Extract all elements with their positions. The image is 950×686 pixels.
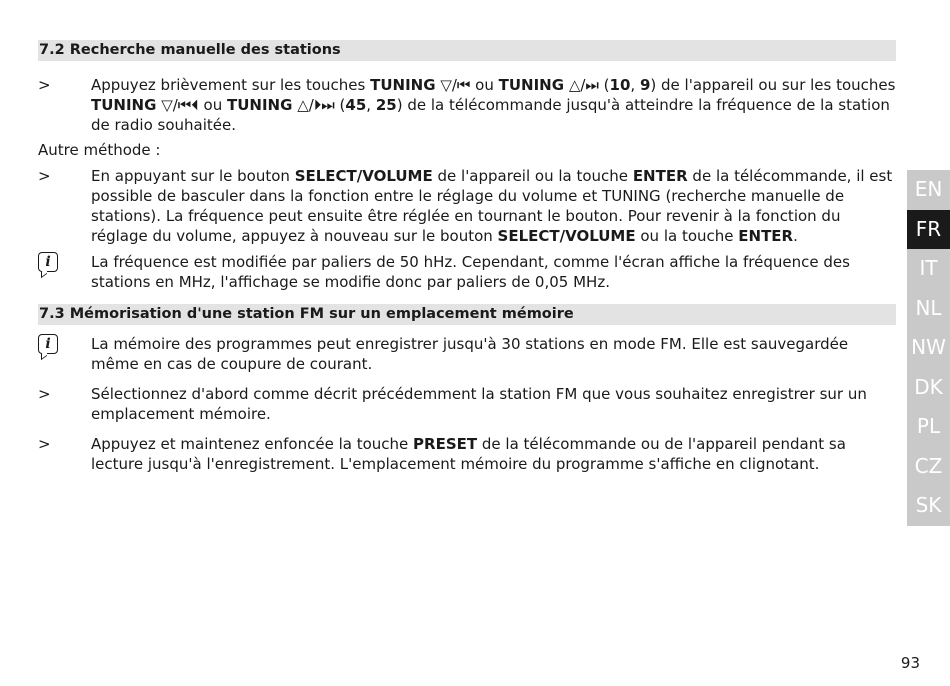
key-name: ENTER	[738, 227, 794, 245]
language-tab-cz[interactable]: CZ	[914, 453, 943, 478]
key-number: 10	[609, 76, 631, 94]
text-segment: △/⏵⏭ (	[292, 96, 346, 114]
bullet-marker: >	[38, 385, 51, 403]
text-segment: ▽/⏮⏴ ou	[156, 96, 227, 114]
key-name: SELECT/VOLUME	[294, 167, 433, 185]
alternative-method-label: Autre méthode :	[38, 141, 161, 159]
bullet-marker: >	[38, 435, 51, 453]
key-name: TUNING	[370, 76, 436, 94]
language-tab-nw[interactable]: NW	[911, 335, 946, 359]
key-name: SELECT/VOLUME	[497, 227, 636, 245]
key-number: 25	[375, 96, 397, 114]
text-segment: Appuyez et maintenez enfoncée la touche	[91, 435, 414, 453]
language-tab-it[interactable]: IT	[919, 256, 938, 280]
text-segment: ) de la télécommande jusqu'à atteindre la fréquence de la station de radio souhaitée.	[91, 96, 890, 134]
text-segment: ,	[630, 76, 640, 94]
key-name: TUNING	[498, 76, 565, 94]
key-name: ENTER	[632, 167, 688, 185]
text-segment: .	[793, 227, 798, 245]
language-tab-en[interactable]: EN	[914, 177, 943, 201]
key-number: 45	[345, 96, 367, 114]
bullet-marker: >	[38, 167, 51, 185]
key-number: 9	[639, 76, 651, 94]
section-heading-7-2: 7.2 Recherche manuelle des stations	[38, 40, 896, 61]
text-segment: ou la touche	[635, 227, 739, 245]
instruction-select-station	[38, 384, 896, 424]
text-segment: Sélectionnez d'abord comme décrit précédemment la station FM que vous souhaitez enregistrer sur un emplacement mémoire.	[91, 385, 867, 423]
text-segment: de l'appareil ou la touche	[432, 167, 633, 185]
key-name: TUNING	[227, 96, 293, 114]
page-number: 93	[900, 654, 920, 672]
section-heading-7-3: 7.3 Mémorisation d'une station FM sur un emplacement mémoire	[38, 304, 896, 325]
language-sidebar	[907, 170, 950, 526]
text-segment: ▽/⏮ ou	[435, 76, 499, 94]
key-name: PRESET	[413, 435, 478, 453]
bullet-marker: >	[38, 76, 51, 94]
info-note-frequency	[38, 252, 896, 292]
instruction-select-volume	[38, 166, 896, 246]
info-text: La fréquence est modifiée par paliers de 50 hHz. Cependant, comme l'écran affiche la fréquence des stations en MHz, l'affichage se modifie donc par paliers de 0,05 MHz.	[91, 253, 850, 291]
language-tab-sk[interactable]: SK	[915, 493, 942, 517]
instruction-preset	[38, 434, 896, 474]
key-name: TUNING	[91, 96, 157, 114]
info-icon: i	[38, 252, 58, 272]
text-segment: En appuyant sur le bouton	[91, 167, 295, 185]
instruction-tuning-keys	[38, 75, 896, 135]
text-segment: △/⏭ (	[564, 76, 610, 94]
language-tab-nl[interactable]: NL	[915, 295, 942, 320]
language-tab-pl[interactable]: PL	[916, 414, 941, 438]
text-segment: ) de l'appareil ou sur les touches	[650, 76, 896, 94]
info-text: La mémoire des programmes peut enregistrer jusqu'à 30 stations en mode FM. Elle est sauvegardée même en cas de coupure de courant.	[91, 335, 849, 373]
text-segment: ,	[366, 96, 376, 114]
text-segment: de la télécommande ou de l'appareil pendant sa lecture jusqu'à l'enregistrement. L'emplacement mémoire du programme s'affiche en clignotant.	[91, 435, 846, 473]
text-segment: de la télécommande, il est possible de basculer dans la fonction entre le réglage du volume et TUNING (recherche manuelle de stations). La fréquence peut ensuite être réglée en tournant le bouton. Pour revenir à la fonction du réglage du volume, appuyez à nouveau sur le bouton	[91, 167, 893, 245]
manual-content	[38, 40, 896, 474]
language-tab-fr[interactable]: FR	[907, 210, 950, 250]
info-icon: i	[38, 334, 58, 354]
info-note-memory	[38, 334, 896, 374]
language-tab-dk[interactable]: DK	[914, 374, 943, 399]
text-segment: Appuyez brièvement sur les touches	[91, 76, 371, 94]
